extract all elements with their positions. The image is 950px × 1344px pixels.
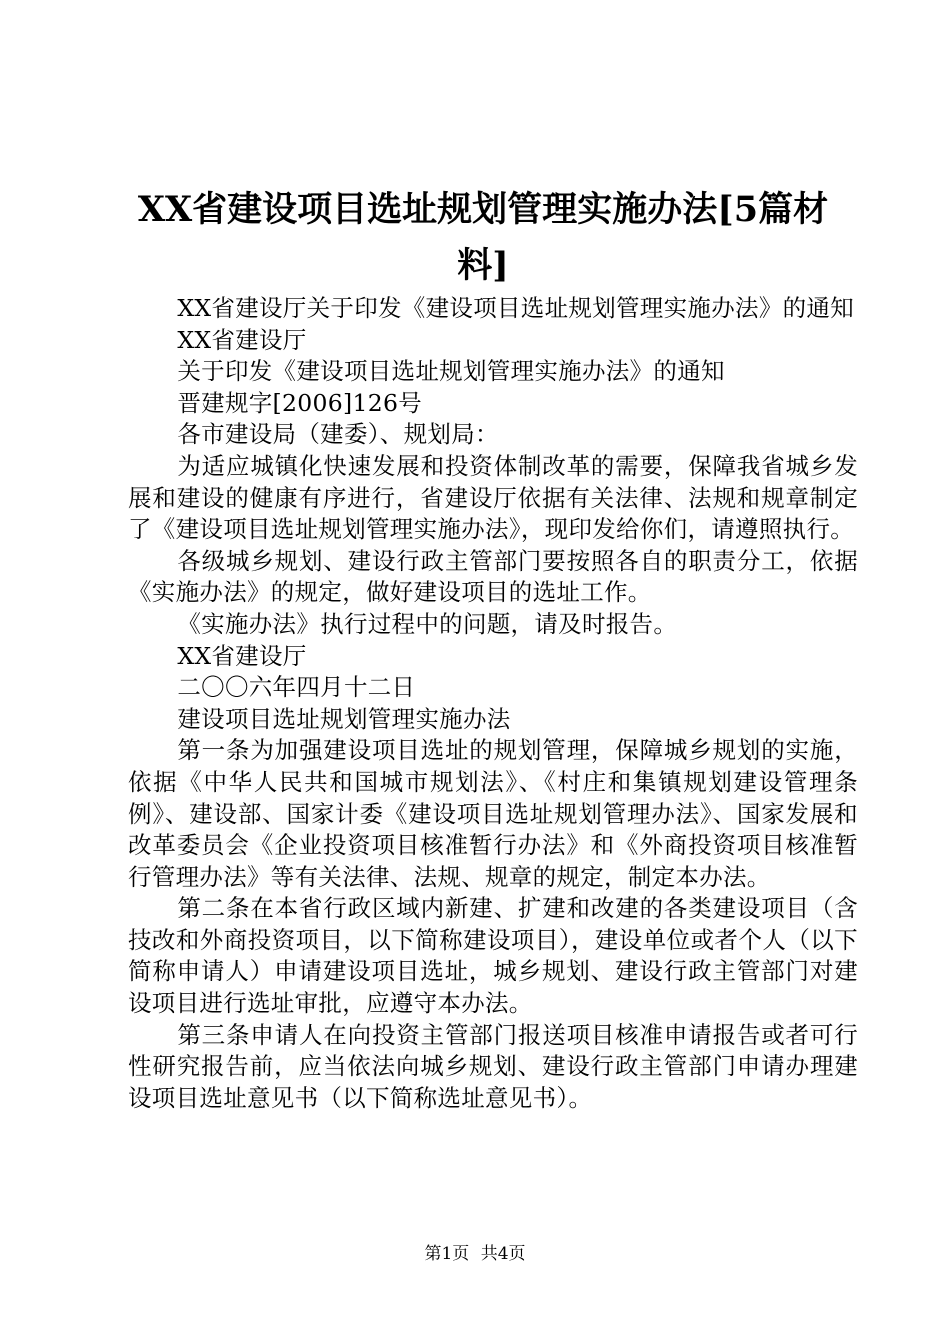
document-title: XX省建设项目选址规划管理实施办法[5篇材料]	[137, 189, 829, 286]
paragraph: XX省建设厅关于印发《建设项目选址规划管理实施办法》的通知	[177, 294, 855, 322]
paragraph: 关于印发《建设项目选址规划管理实施办法》的通知	[177, 357, 725, 386]
document-body	[128, 293, 858, 1114]
paragraph: 第三条申请人在向投资主管部门报送项目核准申请报告或者可行性研究报告前，应当依法向城乡规划、建设行政主管部门申请办理建设项目选址意见书（以下简称选址意见书）。	[128, 1020, 858, 1112]
paragraph: 各级城乡规划、建设行政主管部门要按照各自的职责分工，依据《实施办法》的规定，做好建设项目的选址工作。	[128, 546, 858, 607]
paragraph: XX省建设厅	[177, 325, 307, 354]
paragraph: 第一条为加强建设项目选址的规划管理，保障城乡规划的实施，依据《中华人民共和国城市规划法》、《村庄和集镇规划建设管理条例》、建设部、国家计委《建设项目选址规划管理办法》、国家发展和改革委员会《企业投资项目核准暂行办法》和《外商投资项目核准暂行管理办法》等有关法律、法规、规章的规定，制定本办法。	[128, 736, 858, 891]
paragraph: 为适应城镇化快速发展和投资体制改革的需要，保障我省城乡发展和建设的健康有序进行，省建设厅依据有关法律、法规和规章制定了《建设项目选址规划管理实施办法》，现印发给你们，请遵照执行。	[128, 451, 858, 544]
paragraph: 第二条在本省行政区域内新建、扩建和改建的各类建设项目（含技改和外商投资项目，以下简称建设项目），建设单位或者个人（以下简称申请人）申请建设项目选址，城乡规划、建设行政主管部门对建设项目进行选址审批，应遵守本办法。	[128, 894, 858, 1018]
paragraph: 《实施办法》执行过程中的问题，请及时报告。	[177, 609, 678, 638]
paragraph: 二〇〇六年四月十二日	[177, 673, 416, 702]
paragraph: 各市建设局（建委）、规划局：	[177, 420, 499, 449]
page-number: 第1页	[424, 1244, 470, 1264]
paragraph: XX省建设厅	[177, 641, 307, 670]
paragraph: 晋建规字[2006]126号	[177, 388, 423, 417]
page-total: 共4页	[480, 1244, 526, 1264]
page-footer	[0, 1242, 950, 1266]
paragraph: 建设项目选址规划管理实施办法	[177, 704, 511, 733]
